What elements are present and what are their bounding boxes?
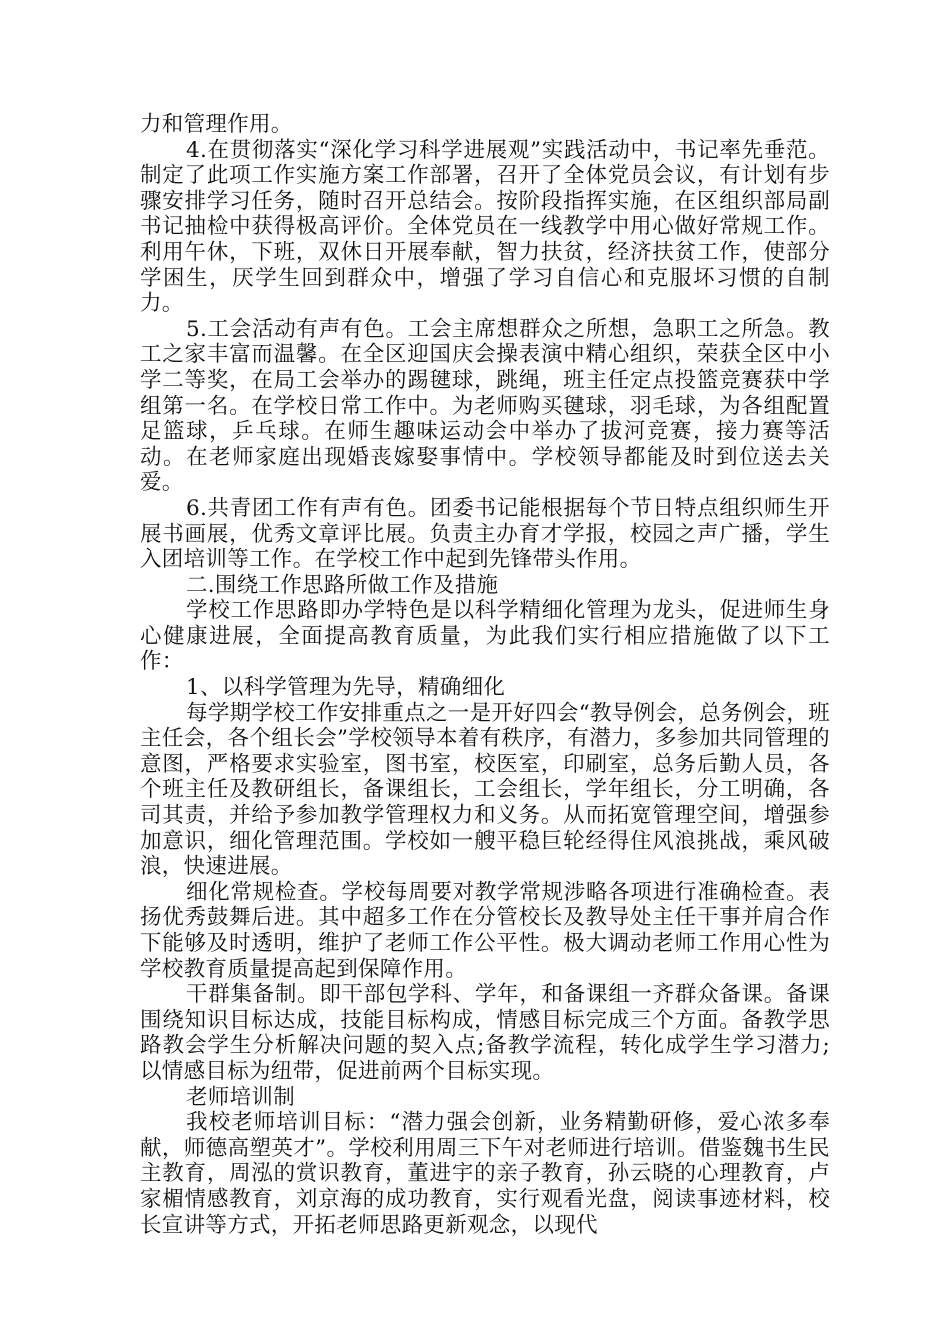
paragraph-item-4: 4.在贯彻落实“深化学习科学进展观”实践活动中，书记率先垂范。制定了此项工作实施方案工作部署，召开了全体党员会议，有计划有步骤安排学习任务，随时召开总结会。按阶段指挥实施，在区组织部局副书记抽检中获得极高评价。全体党员在一线教学中用心做好常规工作。利用午休，下班，双休日开展奉献，智力扶贫，经济扶贫工作，使部分学困生，厌学生回到群众中，增强了学习自信心和克服坏习惯的自制力。 — [140, 137, 830, 317]
subheading-teacher-training: 老师培训制 — [186, 1084, 296, 1110]
paragraph-item-5: 5.工会活动有声有色。工会主席想群众之所想，急职工之所急。教工之家丰富而温馨。在全区迎国庆会操表演中精心组织，荣获全区中小学二等奖，在局工会举办的踢毽球，跳绳，班主任定点投篮竞赛获中学组第一名。在学校日常工作中。为老师购买毽球，羽毛球，为各组配置足篮球，乒乓球。在师生趣味运动会中举办了拔河竞赛，接力赛等活动。在老师家庭出现婚丧嫁娶事情中。学校领导都能及时到位送去关爱。 — [140, 316, 830, 496]
paragraph-meetings: 每学期学校工作安排重点之一是开好四会“教导例会，总务例会，班主任会，各个组长会”学校领导本着有秩序，有潜力，多参加共同管理的意图，严格要求实验室，图书室，校医室，印刷室，总务后勤人员，各个班主任及教研组长，备课组长，工会组长，学年组长，分工明确，各司其责，并给予参加教学管理权力和义务。从而拓宽管理空间，增强参加意识，细化管理范围。学校如一艘平稳巨轮经得住风浪挑战，乘风破浪，快速进展。 — [140, 700, 830, 880]
paragraph-collective-prep: 干群集备制。即干部包学科、学年，和备课组一齐群众备课。备课围绕知识目标达成，技能目标构成，情感目标完成三个方面。备教学思路教会学生分析解决问题的契入点;备教学流程，转化成学生学习潜力;以情感目标为纽带，促进前两个目标实现。 — [140, 982, 830, 1084]
paragraph-teacher-training: 我校老师培训目标：“潜力强会创新，业务精勤研修，爱心浓多奉献，师德高塑英才”。学校利用周三下午对老师进行培训。借鉴魏书生民主教育，周泓的赏识教育，董进宇的亲子教育，孙云晓的心理教育，卢家楣情感教育，刘京海的成功教育，实行观看光盘，阅读事迹材料，校长宣讲等方式，开拓老师思路更新观念，以现代 — [140, 1110, 830, 1238]
paragraph-item-6: 6.共青团工作有声有色。团委书记能根据每个节日特点组织师生开展书画展，优秀文章评比展。负责主办育才学报，校园之声广播，学生入团培训等工作。在学校工作中起到先锋带头作用。 — [140, 495, 830, 573]
document-page — [140, 112, 830, 1238]
paragraph-continuation: 力和管理作用。 — [140, 112, 293, 137]
subheading-1: 1、以科学管理为先导，精确细化 — [186, 675, 506, 701]
section-heading-2: 二.围绕工作思路所做工作及措施 — [186, 572, 499, 598]
paragraph-inspection: 细化常规检查。学校每周要对教学常规涉略各项进行准确检查。表扬优秀鼓舞后进。其中超多工作在分管校长及教导处主任干事并肩合作下能够及时透明，维护了老师工作公平性。极大调动老师工作用心性为学校教育质量提高起到保障作用。 — [140, 879, 830, 982]
paragraph-intro: 学校工作思路即办学特色是以科学精细化管理为龙头，促进师生身心健康进展，全面提高教育质量，为此我们实行相应措施做了以下工作： — [140, 598, 830, 675]
